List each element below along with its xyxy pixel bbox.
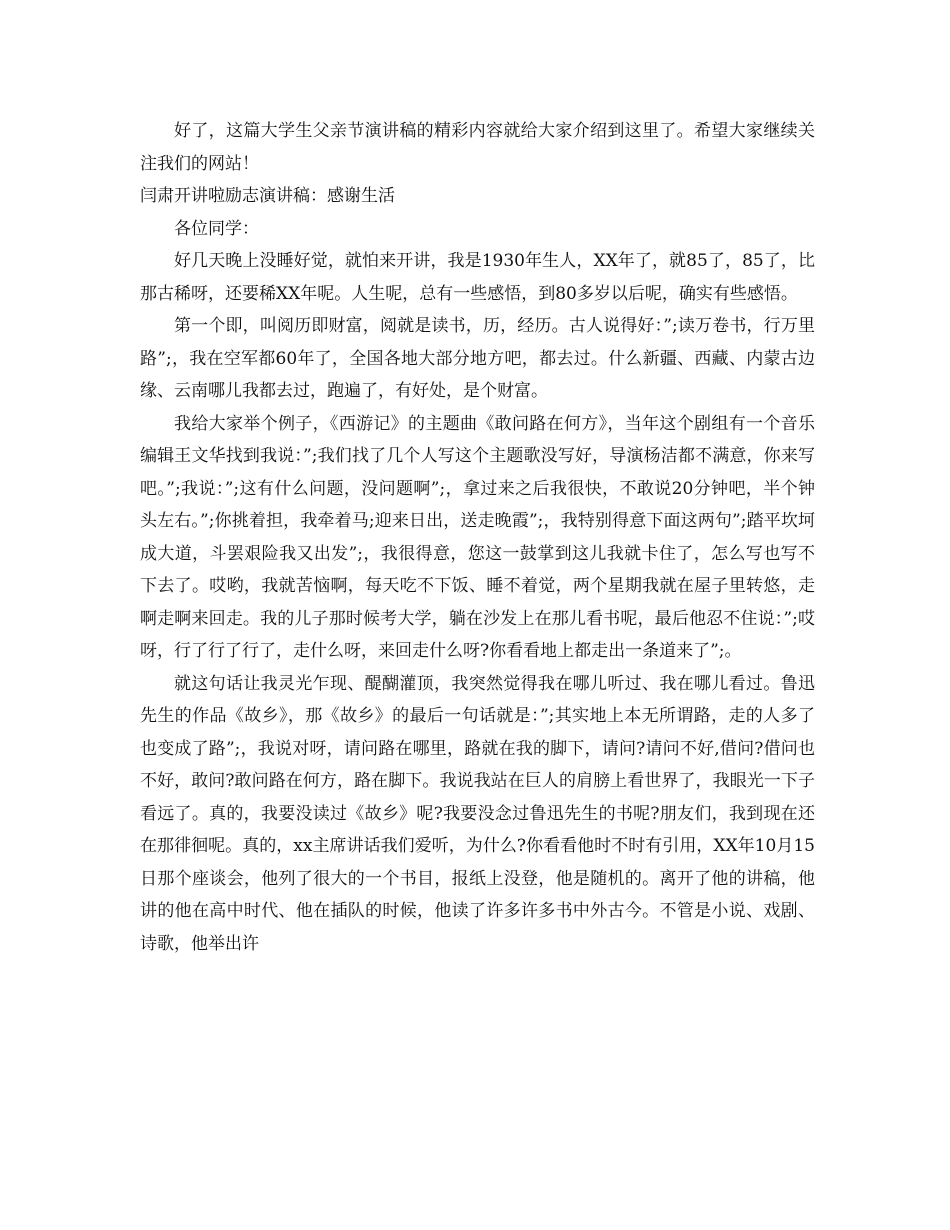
body-paragraph: 好几天晚上没睡好觉，就怕来开讲，我是1930年生人，XX年了，就85了，85了，比那古稀呀，还要稀XX年呢。人生呢，总有一些感悟，到80多岁以后呢，确实有些感悟。 [140, 251, 815, 304]
salutation: 各位同学： [174, 218, 259, 239]
body-paragraph: 我给大家举个例子，《西游记》的主题曲《敢问路在何方》，当年这个剧组有一个音乐编辑王文华找到我说：”;我们找了几个人写这个主题歌没写好，导演杨洁都不满意，你来写吧。”;我说：”;这有什么问题，没问题啊”;，拿过来之后我很快，不敢说20分钟吧，半个钟头左右。”;你挑着担，我牵着马;迎来日出，送走晚霞”;，我特别得意下面这两句”;踏平坎坷成大道，斗罢艰险我又出发”;，我很得意，您这一鼓掌到这儿我就卡住了，怎么写也写不下去了。哎哟，我就苦恼啊，每天吃不下饭、睡不着觉，两个星期我就在屋子里转悠，走啊走啊来回走。我的儿子那时候考大学，躺在沙发上在那儿看书呢，最后他忍不住说：”;哎呀，行了行了行了，走什么呀，来回走什么呀?你看看地上都走出一条道来了”;。 [140, 413, 815, 661]
body-paragraph: 第一个即，叫阅历即财富，阅就是读书，历，经历。古人说得好：”;读万卷书，行万里路”;，我在空军都60年了，全国各地大部分地方吧，都去过。什么新疆、西藏、内蒙古边缘、云南哪儿我都去过，跑遍了，有好处，是个财富。 [140, 316, 815, 401]
speech-title: 闫肃开讲啦励志演讲稿：感谢生活 [140, 186, 395, 206]
body-paragraph: 就这句话让我灵光乍现、醍醐灌顶，我突然觉得我在哪儿听过、我在哪儿看过。鲁迅先生的作品《故乡》，那《故乡》的最后一句话就是：”;其实地上本无所谓路，走的人多了也变成了路”;，我说对呀，请问路在哪里，路就在我的脚下，请问?请问不好,借问?借问也不好，敢问?敢问路在何方，路在脚下。我说我站在巨人的肩膀上看世界了，我眼光一下子看远了。真的，我要没读过《故乡》呢?我要没念过鲁迅先生的书呢?朋友们，我到现在还在那徘徊呢。真的，xx主席讲话我们爱听，为什么?你看看他时不时有引用，XX年10月15日那个座谈会，他列了很大的一个书目，报纸上没登，他是随机的。离开了他的讲稿，他讲的他在高中时代、他在插队的时候，他读了许多许多书中外古今。不管是小说、戏剧、诗歌，他举出许 [140, 673, 815, 954]
closing-paragraph: 好了，这篇大学生父亲节演讲稿的精彩内容就给大家介绍到这里了。希望大家继续关注我们的网站！ [140, 121, 815, 174]
document-body [140, 115, 815, 960]
